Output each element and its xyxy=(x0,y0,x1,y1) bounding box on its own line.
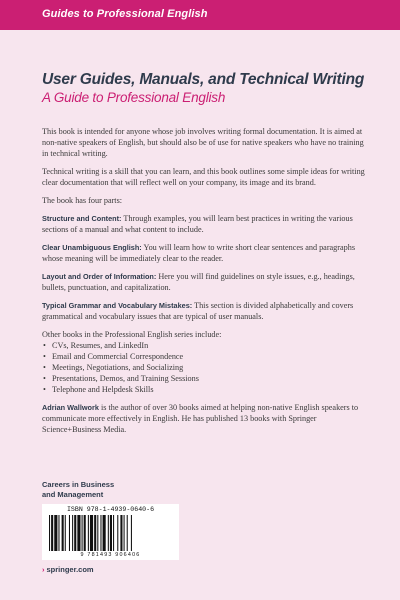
list-item-text: Meetings, Negotiations, and Socializing xyxy=(52,363,184,372)
intro-paragraph: This book is intended for anyone whose job involves writing formal documentation. It is aimed at non-native speakers of English, but should also be of use for native speakers who have no training in technical writing. xyxy=(42,127,364,158)
barcode-number: 9 781493 906406 xyxy=(80,552,141,558)
book-subtitle: A Guide to Professional English xyxy=(42,90,226,105)
author-paragraph xyxy=(42,402,367,435)
part-item xyxy=(42,300,367,322)
barcode-bar xyxy=(127,515,128,551)
category-line: and Management xyxy=(42,490,104,499)
blurb xyxy=(42,126,367,442)
barcode-bar xyxy=(113,515,114,551)
barcode-bar xyxy=(74,515,76,551)
barcode-bar xyxy=(49,515,50,551)
barcode-bar xyxy=(62,515,64,551)
category-line: Careers in Business xyxy=(42,480,115,489)
subject-category xyxy=(42,480,162,500)
barcode-bar xyxy=(77,515,80,551)
list-item xyxy=(42,373,367,384)
list-item xyxy=(42,351,367,362)
list-item-text: Telephone and Helpdesk Skills xyxy=(52,385,154,394)
barcode-bar xyxy=(97,515,98,551)
part-label: Layout and Order of Information: xyxy=(42,272,157,281)
parts-intro: The book has four parts: xyxy=(42,196,123,205)
barcode-bar xyxy=(131,515,132,551)
barcode-box xyxy=(42,504,179,560)
part-label: Clear Unambiguous English: xyxy=(42,243,142,252)
barcode-bar xyxy=(54,515,57,551)
author-bio: is the author of over 30 books aimed at helping non-native English speakers to communicate more effectively in English. He has published 13 books with Springer Science+Business Media. xyxy=(42,403,359,434)
part-text: This section is divided alphabetically and covers grammatical and vocabulary issues that are typical of user manuals. xyxy=(42,301,354,321)
list-item-text: Email and Commercial Correspondence xyxy=(52,352,184,361)
barcode-bar xyxy=(120,515,122,551)
barcode-bar xyxy=(100,515,101,551)
skill-paragraph: Technical writing is a skill that you can learn, and this book outlines some simple ideas for writing clear documentation that will reflect well on your company, its image and its brand. xyxy=(42,167,365,187)
part-item xyxy=(42,213,367,235)
series-banner xyxy=(0,0,400,30)
barcode-bar xyxy=(65,515,66,551)
bullet-icon: • xyxy=(43,363,46,372)
barcode-bar xyxy=(69,515,70,551)
barcode-bar xyxy=(84,515,86,551)
part-item xyxy=(42,242,367,264)
barcode-bar xyxy=(94,515,96,551)
barcode-bar xyxy=(110,515,112,551)
author-name: Adrian Wallwork xyxy=(42,403,99,412)
barcode-bar xyxy=(58,515,59,551)
list-item xyxy=(42,384,367,395)
barcode-bar xyxy=(90,515,93,551)
part-label: Typical Grammar and Vocabulary Mistakes: xyxy=(42,301,193,310)
chevron-right-icon: › xyxy=(42,565,45,574)
barcode-icon xyxy=(48,515,173,551)
book-title: User Guides, Manuals, and Technical Writing xyxy=(42,71,365,88)
part-text: Through examples, you will learn best practices in writing the various sections of a manual and what content to include. xyxy=(42,214,353,234)
list-item-text: Presentations, Demos, and Training Sessions xyxy=(52,374,199,383)
list-item-text: CVs, Resumes, and LinkedIn xyxy=(52,341,149,350)
part-item xyxy=(42,271,367,293)
bullet-icon: • xyxy=(43,374,46,383)
series-name: Guides to Professional English xyxy=(42,8,208,20)
publisher-website[interactable] xyxy=(42,565,94,574)
barcode-bar xyxy=(108,515,109,551)
bullet-icon: • xyxy=(43,385,46,394)
barcode-bar xyxy=(124,515,125,551)
list-item xyxy=(42,362,367,373)
barcode-bar xyxy=(72,515,73,551)
part-text: Here you will find guidelines on style issues, e.g., headings, bullets, punctuation, and capitalization. xyxy=(42,272,355,292)
other-books-list xyxy=(42,340,367,395)
list-item xyxy=(42,340,367,351)
barcode-bar xyxy=(51,515,53,551)
barcode-bar xyxy=(117,515,118,551)
other-books-intro: Other books in the Professional English series include: xyxy=(42,330,222,339)
website-text: springer.com xyxy=(46,565,94,574)
bullet-icon: • xyxy=(43,341,46,350)
barcode-bar xyxy=(82,515,83,551)
part-label: Structure and Content: xyxy=(42,214,122,223)
part-text: You will learn how to write short clear sentences and paragraphs whose meaning will be immediately clear to the reader. xyxy=(42,243,356,263)
barcode-bar xyxy=(88,515,89,551)
isbn-label: ISBN 978-1-4939-0640-6 xyxy=(66,506,155,513)
barcode-bar xyxy=(103,515,106,551)
bullet-icon: • xyxy=(43,352,46,361)
